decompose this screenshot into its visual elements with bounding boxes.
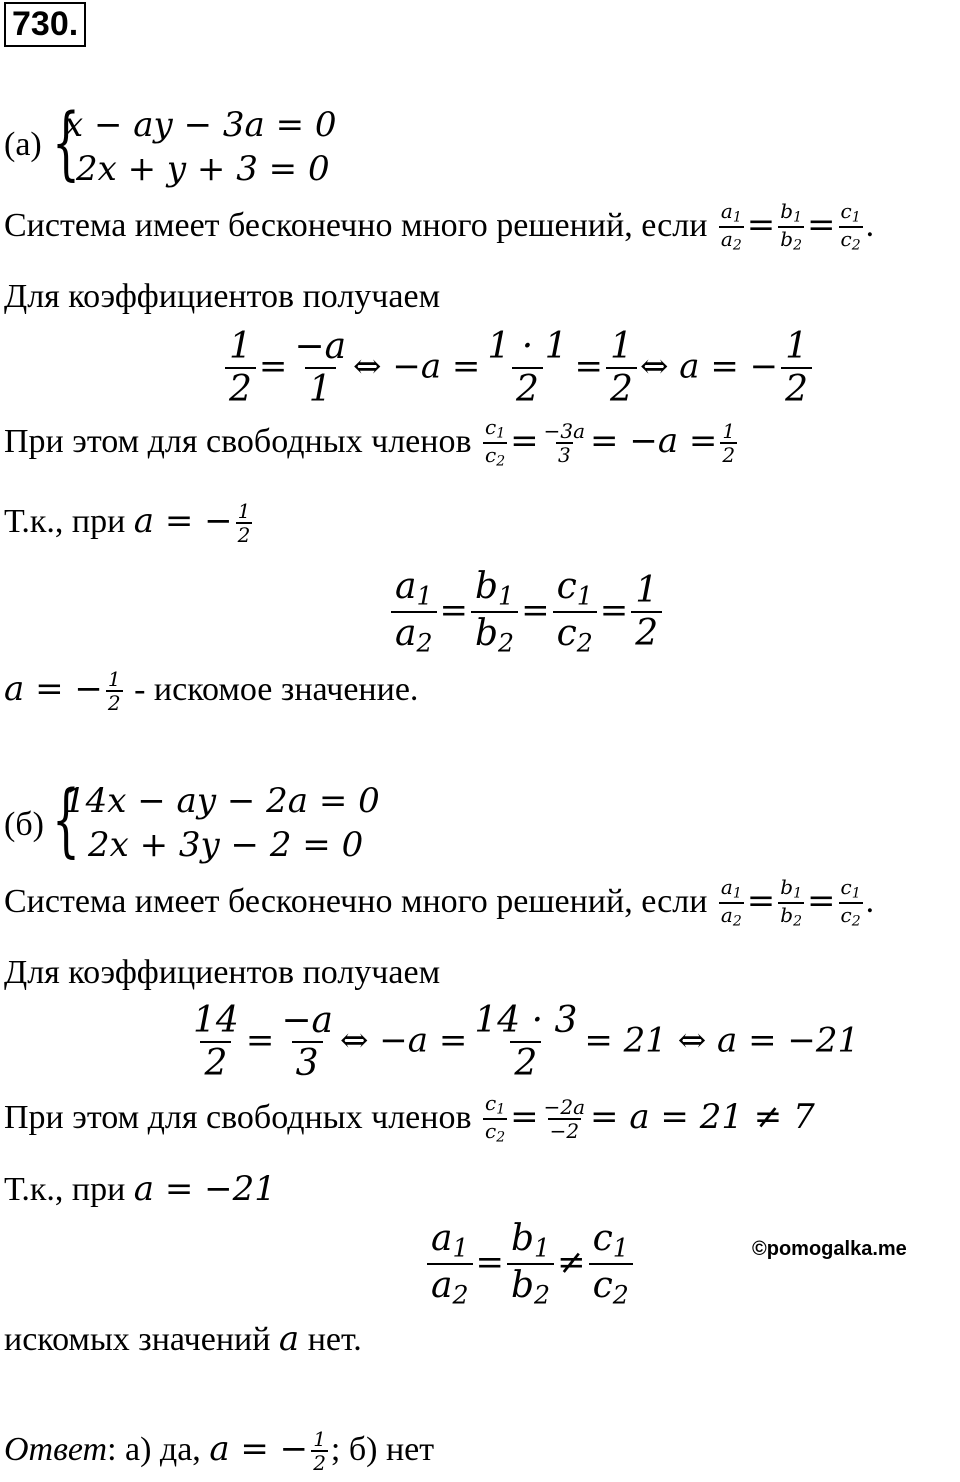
part-a-label: (а) — [4, 126, 42, 163]
answer-line: Ответ: а) да, a = − $\frac{1}{2}$ ; б) нет — [4, 1427, 435, 1475]
part-a-tk: Т.к., при a = − $\frac{1}{2}$ — [4, 499, 251, 547]
part-b-result: искомых значений a нет. — [4, 1319, 362, 1359]
part-b-tk: Т.к., при a = −21 — [4, 1169, 276, 1209]
part-b-eq2: 2x + 3y − 2 = 0 — [88, 825, 364, 865]
part-a-condition: Система имеет бесконечно много решений, если $\frac{a_1}{a_2}$ = $\frac{b_1}{b_2}$ = $\frac{c_1}{c_2}$ . — [4, 199, 875, 254]
part-b-free-terms: При этом для свободных членов $\frac{c_1}{c_2}$ = $\frac{-2a}{-2}$ = a = 21 ≠ 7 — [4, 1091, 815, 1146]
problem-number: 730. — [4, 2, 86, 47]
part-a-eq2: 2x + y + 3 = 0 — [76, 149, 330, 189]
part-b-coef-text: Для коэффициентов получаем — [4, 954, 441, 991]
part-b-label: (б) — [4, 806, 44, 843]
part-a-coef-equation: $\frac{1}{2}$ = $\frac{-a}{1}$ ⇔ −a = $\frac{1 \cdot 1}{2}$ = $\frac{1}{2}$ ⇔ a = − $\frac{1}{2}$ — [222, 326, 815, 411]
part-a-eq1: x − ay − 3a = 0 — [64, 105, 337, 145]
part-b-ratio-inequality: $\frac{a_1}{a_2}$ = $\frac{b_1}{b_2}$ ≠ $\frac{c_1}{c_2}$ — [424, 1218, 636, 1311]
part-a-coef-text: Для коэффициентов получаем — [4, 278, 441, 315]
part-b-eq1: 14x − ay − 2a = 0 — [64, 781, 380, 821]
part-a-brace: { — [52, 96, 80, 189]
part-a-free-terms: При этом для свободных членов $\frac{c_1}{c_2}$ = $\frac{-3a}{3}$ = −a = $\frac{1}{2}$ — [4, 415, 736, 470]
watermark: ©pomogalka.me — [752, 1238, 907, 1260]
part-a-result: a = − $\frac{1}{2}$ - искомое значение. — [4, 667, 419, 715]
part-b-condition: Система имеет бесконечно много решений, если $\frac{a_1}{a_2}$ = $\frac{b_1}{b_2}$ = $\frac{c_1}{c_2}$ . — [4, 875, 875, 930]
part-a-ratio-equality: $\frac{a_1}{a_2}$ = $\frac{b_1}{b_2}$ = $\frac{c_1}{c_2}$ = $\frac{1}{2}$ — [388, 566, 665, 659]
part-b-brace: { — [52, 773, 80, 866]
part-b-coef-equation: $\frac{14}{2}$ = $\frac{-a}{3}$ ⇔ −a = $\frac{14 \cdot 3}{2}$ = 21 ⇔ a = −21 — [193, 1000, 860, 1085]
